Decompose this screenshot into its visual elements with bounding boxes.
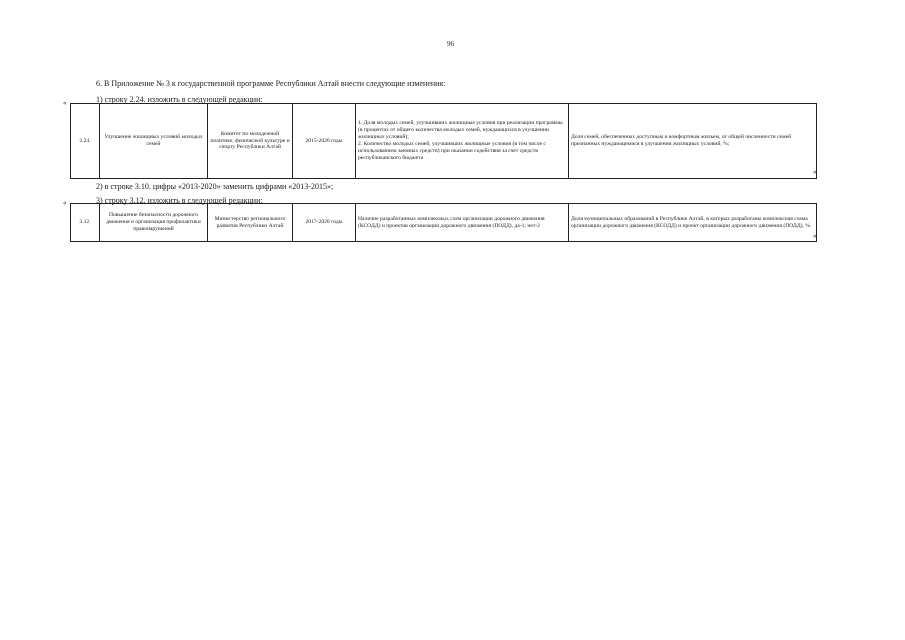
period: 2017-2020 годы	[293, 204, 356, 242]
open-quote-1: «	[63, 99, 67, 107]
indicators	[356, 104, 569, 179]
table-row-3-12	[70, 203, 817, 242]
measure-name: Улучшение жилищных условий молодых семей	[100, 104, 208, 179]
section-heading: 6. В Приложение № 3 к государственной программе Республики Алтай внести следующие изменения:	[96, 79, 446, 88]
indicator-1: 1. Доля молодых семей, улучшивших жилищные условия при реализации программы (в процентах от общего количества молодых семей, нуждающихся в улучшении жилищных условий);	[358, 120, 563, 141]
measure-name: Повышение безопасности дорожного движения и организация профилактики правонарушений	[100, 204, 208, 242]
indicator-2: 2. Количество молодых семей, улучшивших жилищные условия (в том числе с использованием заемных средств) при оказании содействия за счет средств республиканского бюджета	[358, 141, 546, 161]
table-row	[71, 104, 817, 179]
close-quote-2: »	[813, 232, 817, 240]
open-quote-2: «	[63, 199, 67, 207]
period: 2015-2020 годы	[293, 104, 356, 179]
row-number: 2.24.	[71, 104, 100, 179]
executor: Министерство регионального развития Республики Алтай	[208, 204, 293, 242]
amendment-item-1: 1) строку 2.24. изложить в следующей редакции:	[96, 95, 263, 104]
indicator: Наличие разработанных комплексных схем организации дорожного движения (КСОДД) и проектов организации дорожного движения (ПОДД), да-1; нет-2	[356, 204, 569, 242]
table-row	[71, 204, 817, 242]
row-number: 3.12.	[71, 204, 100, 242]
page-number: 96	[447, 40, 454, 48]
amendment-item-3: 3) строку 3.12. изложить в следующей редакции:	[96, 196, 263, 205]
table-row-2-24	[70, 103, 817, 179]
expected-result: Доля семей, обеспеченных доступным и комфортным жильем, от общей численности семей признанных нуждающимися в улучшении жилищных условий, %;	[569, 104, 817, 179]
expected-result: Доля муниципальных образований в Республике Алтай, в которых разработаны комплексная схема организации дорожного движения (КСОДД) и проект организации дорожного движения (ПОДД), %.	[569, 204, 817, 242]
amendment-item-2: 2) в строке 3.10. цифры «2013-2020» заменить цифрами «2013-2015»;	[96, 182, 334, 191]
close-quote-1: »	[813, 168, 817, 176]
executor: Комитет по молодежной политике, физической культуре и спорту Республики Алтай	[208, 104, 293, 179]
